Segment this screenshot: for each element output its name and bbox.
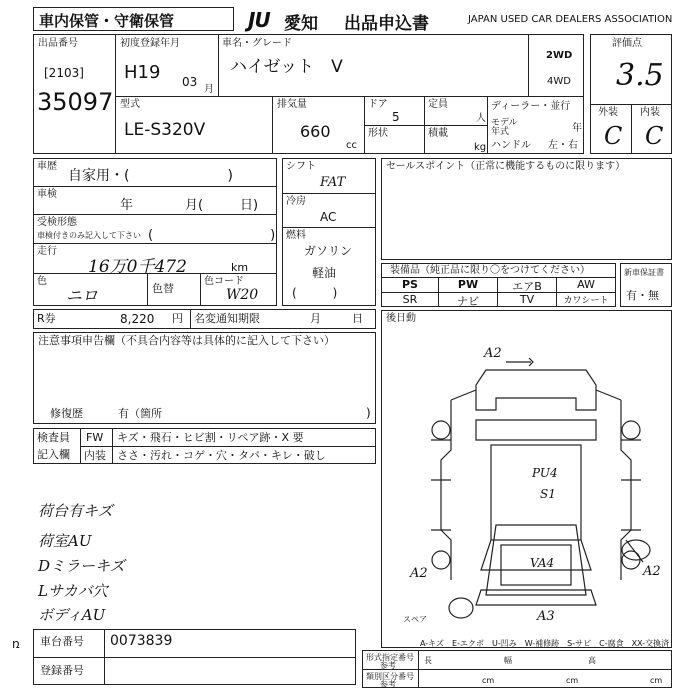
- mileage-value: 16万0千472: [88, 257, 187, 277]
- model-name-value: ハイゼット V: [230, 57, 343, 77]
- repair-label: 修復歴: [50, 407, 83, 420]
- equip-aw: AW: [577, 278, 595, 291]
- ac-value: AC: [320, 210, 337, 224]
- lot-number-label: 出品番号: [38, 38, 78, 49]
- storage-badge: [33, 7, 234, 31]
- displacement-value: 660: [300, 122, 331, 141]
- dim-length-unit: cm: [482, 676, 495, 685]
- dim-width: 幅: [504, 656, 512, 665]
- bodytype-label: 受検形態: [37, 217, 77, 228]
- score-value: 3.5: [616, 58, 664, 93]
- inspector-fw: FW: [86, 431, 104, 444]
- score-ext-label: 外装: [598, 107, 618, 118]
- category-number-sublabel: 参考: [380, 680, 396, 689]
- load-unit: kg: [474, 142, 487, 153]
- bodytype-note: 車検付きのみ記入して下さい: [37, 231, 141, 240]
- shift-value: FAT: [320, 175, 346, 190]
- history-value: 自家用・( ): [68, 168, 233, 184]
- warranty-label: 新車保証書: [624, 268, 664, 277]
- inspector-label-1: 検査員: [37, 431, 70, 444]
- model-code-value: LE-S320V: [124, 120, 206, 140]
- sales-point-box: [381, 158, 672, 260]
- score-int-label: 内装: [640, 107, 660, 118]
- model-year-label: モデル年式: [491, 118, 518, 137]
- form-title: 出品申込書: [344, 14, 429, 34]
- equip-airbag: エアB: [512, 280, 542, 293]
- storage-badge-text: 車内保管・守衛保管: [39, 12, 175, 30]
- color-code-label: 色コード: [204, 276, 244, 287]
- handwritten-note: Dミラーキズ: [38, 557, 125, 575]
- damage-mark-pu4: PU4: [532, 466, 558, 480]
- ac-label: 冷房: [286, 196, 306, 207]
- handwritten-note: 荷台有キズ: [38, 502, 113, 520]
- damage-mark-a2-left: A2: [410, 566, 428, 581]
- equipment-label: 装備品（純正品に限り〇をつけてください）: [390, 265, 590, 276]
- drive-2wd: 2WD: [546, 50, 573, 61]
- lot-number: 35097: [37, 88, 114, 116]
- shift-label: シフト: [286, 161, 316, 172]
- dim-width-unit: cm: [566, 676, 579, 685]
- inspector-row1: キズ・飛石・ヒビ割・リペア跡・X 要: [117, 431, 304, 444]
- inspector-interior: 内装: [84, 449, 106, 462]
- lot-bracket-code: [2103]: [44, 66, 84, 80]
- first-reg-month: 03: [182, 75, 198, 89]
- dealer-label: ディーラー・並行: [491, 101, 571, 112]
- first-reg-month-unit: 月: [204, 84, 214, 95]
- model-code-label: 型式: [120, 99, 140, 110]
- equip-ps: PS: [402, 278, 418, 291]
- model-name-label: 車名・グレード: [222, 38, 292, 49]
- dim-height-unit: cm: [650, 676, 663, 685]
- name-change-label: 名変通知期限: [194, 312, 260, 325]
- fuel-paren: ( ): [292, 286, 338, 300]
- first-reg-label: 初度登録年月: [120, 38, 180, 49]
- damage-mark-a3: A3: [537, 609, 555, 624]
- fuel-diesel: 軽油: [312, 266, 337, 280]
- damage-mark-s1: S1: [540, 487, 556, 501]
- handwritten-note: Lサカバ穴: [38, 582, 108, 600]
- dim-height: 高: [588, 656, 596, 665]
- inspection-year: 年: [120, 198, 134, 213]
- mileage-unit: km: [231, 261, 249, 274]
- chassis-label: 車台番号: [40, 635, 84, 648]
- handwritten-note: 荷室AU: [38, 532, 92, 550]
- damage-mark-a2-right: A2: [643, 564, 661, 579]
- mileage-label: 走行: [37, 246, 57, 257]
- recycle-unit: 円: [172, 312, 183, 325]
- rear-seat-label: 後日動: [386, 313, 416, 324]
- category-number-label: 類別区分番号: [366, 672, 414, 681]
- registration-label: 登録番号: [40, 664, 84, 677]
- color-code-value: W20: [226, 287, 259, 303]
- ju-logo: JU: [248, 8, 270, 32]
- margin-mark: ռ: [12, 637, 20, 651]
- inspector-row2: ささ・汚れ・コゲ・穴・タバ・キレ・破し: [117, 449, 326, 462]
- association-name: JAPAN USED CAR DEALERS ASSOCIATION: [468, 14, 673, 25]
- name-change-month: 月: [310, 312, 321, 325]
- equip-tv: TV: [519, 293, 535, 306]
- damage-mark-va4: VA4: [530, 556, 555, 570]
- name-change-day: 日: [352, 312, 363, 325]
- color-change-label: 色替: [152, 282, 174, 295]
- equip-leather: カワシート: [563, 296, 609, 306]
- handle-label: ハンドル: [491, 140, 531, 151]
- capacity-unit: 人: [476, 113, 486, 124]
- score-int-value: C: [645, 122, 664, 150]
- damage-legend: A-キズ E-エクボ U-凹み W-補修跡 S-サビ C-腐食 XX-交換済: [420, 639, 670, 648]
- inspection-month: 月(: [185, 198, 204, 213]
- score-label: 評価点: [612, 38, 642, 49]
- history-label: 車歴: [37, 161, 57, 172]
- model-year-unit: 年: [572, 123, 582, 134]
- first-reg-year: H19: [124, 62, 161, 83]
- repair-value: 有（箇所: [118, 407, 162, 420]
- equip-sr: SR: [402, 293, 418, 306]
- handwritten-note: ボディAU: [38, 606, 106, 624]
- color-value: ニロ: [66, 286, 99, 305]
- warranty-value: 有・無: [626, 289, 659, 302]
- capacity-label: 定員: [428, 99, 448, 110]
- specified-number-label: 形式指定番号: [366, 653, 414, 662]
- chassis-value: 0073839: [110, 633, 173, 649]
- spare-label: スペア: [403, 615, 427, 624]
- load-label: 積載: [428, 128, 448, 139]
- door-label: ドア: [368, 99, 388, 110]
- dim-length: 長: [424, 656, 432, 665]
- handle-options: 左・右: [548, 140, 578, 151]
- score-ext-value: C: [604, 122, 623, 150]
- door-value: 5: [392, 110, 400, 124]
- shape-label: 形状: [368, 128, 388, 139]
- car-diagram: [381, 330, 672, 630]
- inspection-day: 日): [240, 198, 259, 213]
- equip-navi: ナビ: [457, 295, 479, 308]
- bodytype-value: ( ): [148, 228, 276, 243]
- inspector-label-2: 記入欄: [37, 448, 70, 461]
- damage-mark-a2-top: A2: [484, 346, 502, 361]
- displacement-unit: cc: [346, 140, 357, 151]
- drive-4wd: 4WD: [547, 76, 571, 87]
- specified-number-sublabel: 参考: [380, 661, 396, 670]
- color-label: 色: [37, 276, 47, 287]
- recycle-label: R券: [37, 312, 56, 325]
- equip-pw: PW: [457, 278, 479, 291]
- fuel-label: 燃料: [286, 230, 306, 241]
- displacement-label: 排気量: [277, 99, 307, 110]
- recycle-amount: 8,220: [120, 312, 155, 326]
- notes-label: 注意事項申告欄（不具合内容等は具体的に記入して下さい）: [38, 334, 335, 347]
- inspection-label: 車検: [37, 189, 57, 200]
- sales-point-label: セールスポイント（正常に機能するものに限ります）: [386, 161, 626, 172]
- repair-close-paren: ): [366, 406, 371, 420]
- branch-name: 愛知: [284, 14, 318, 34]
- fuel-gasoline: ガソリン: [304, 244, 353, 258]
